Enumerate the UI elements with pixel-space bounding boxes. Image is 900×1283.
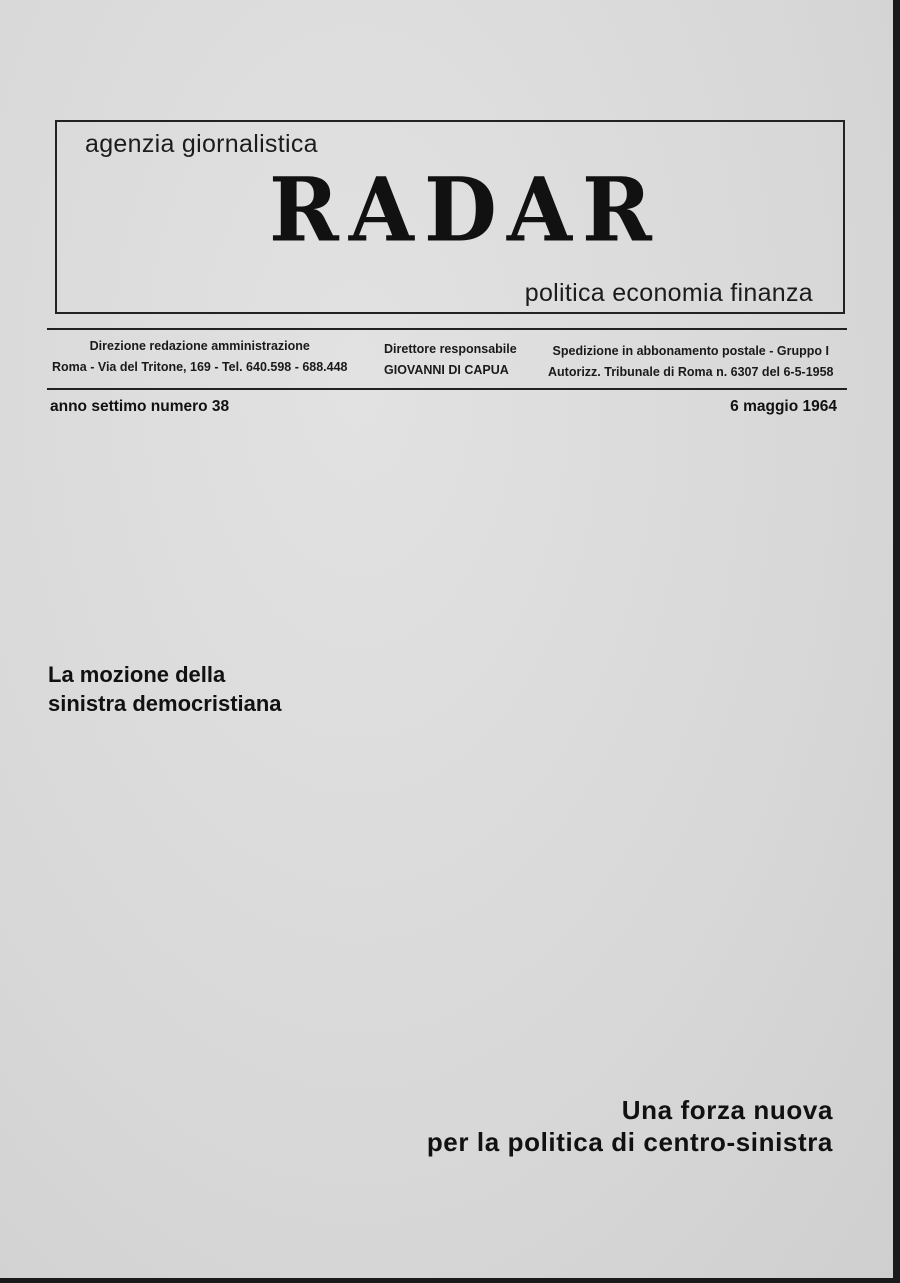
masthead-box [55,120,845,314]
address-label: Direzione redazione amministrazione [89,339,310,353]
director-block [384,339,517,381]
masthead-agency: agenzia giornalistica [85,130,318,158]
director-label: Direttore responsabile [384,342,517,356]
headline-motion-line2: sinistra democristiana [48,691,282,716]
authorization-text: Autorizz. Tribunale di Roma n. 6307 del 6-5-1958 [548,365,834,379]
issue-date: 6 maggio 1964 [730,398,837,415]
headline-force-line2: per la politica di centro-sinistra [426,1127,833,1157]
masthead-subtitle: politica economia finanza [524,279,813,307]
postal-block [548,341,834,383]
divider-bottom [47,388,847,390]
headline-motion-line1: La mozione della [48,662,226,687]
masthead-title: RADAR [269,157,662,262]
director-name: GIOVANNI DI CAPUA [384,363,509,377]
issue-number: anno settimo numero 38 [50,398,230,415]
postal-text: Spedizione in abbonamento postale - Gruppo I [552,344,829,358]
divider-top [47,328,847,330]
headline-force-line1: Una forza nuova [621,1095,833,1125]
address-block [52,336,348,378]
headline-motion [48,660,282,718]
headline-force [427,1094,833,1158]
address-text: Roma - Via del Tritone, 169 - Tel. 640.598 - 688.448 [52,360,348,374]
